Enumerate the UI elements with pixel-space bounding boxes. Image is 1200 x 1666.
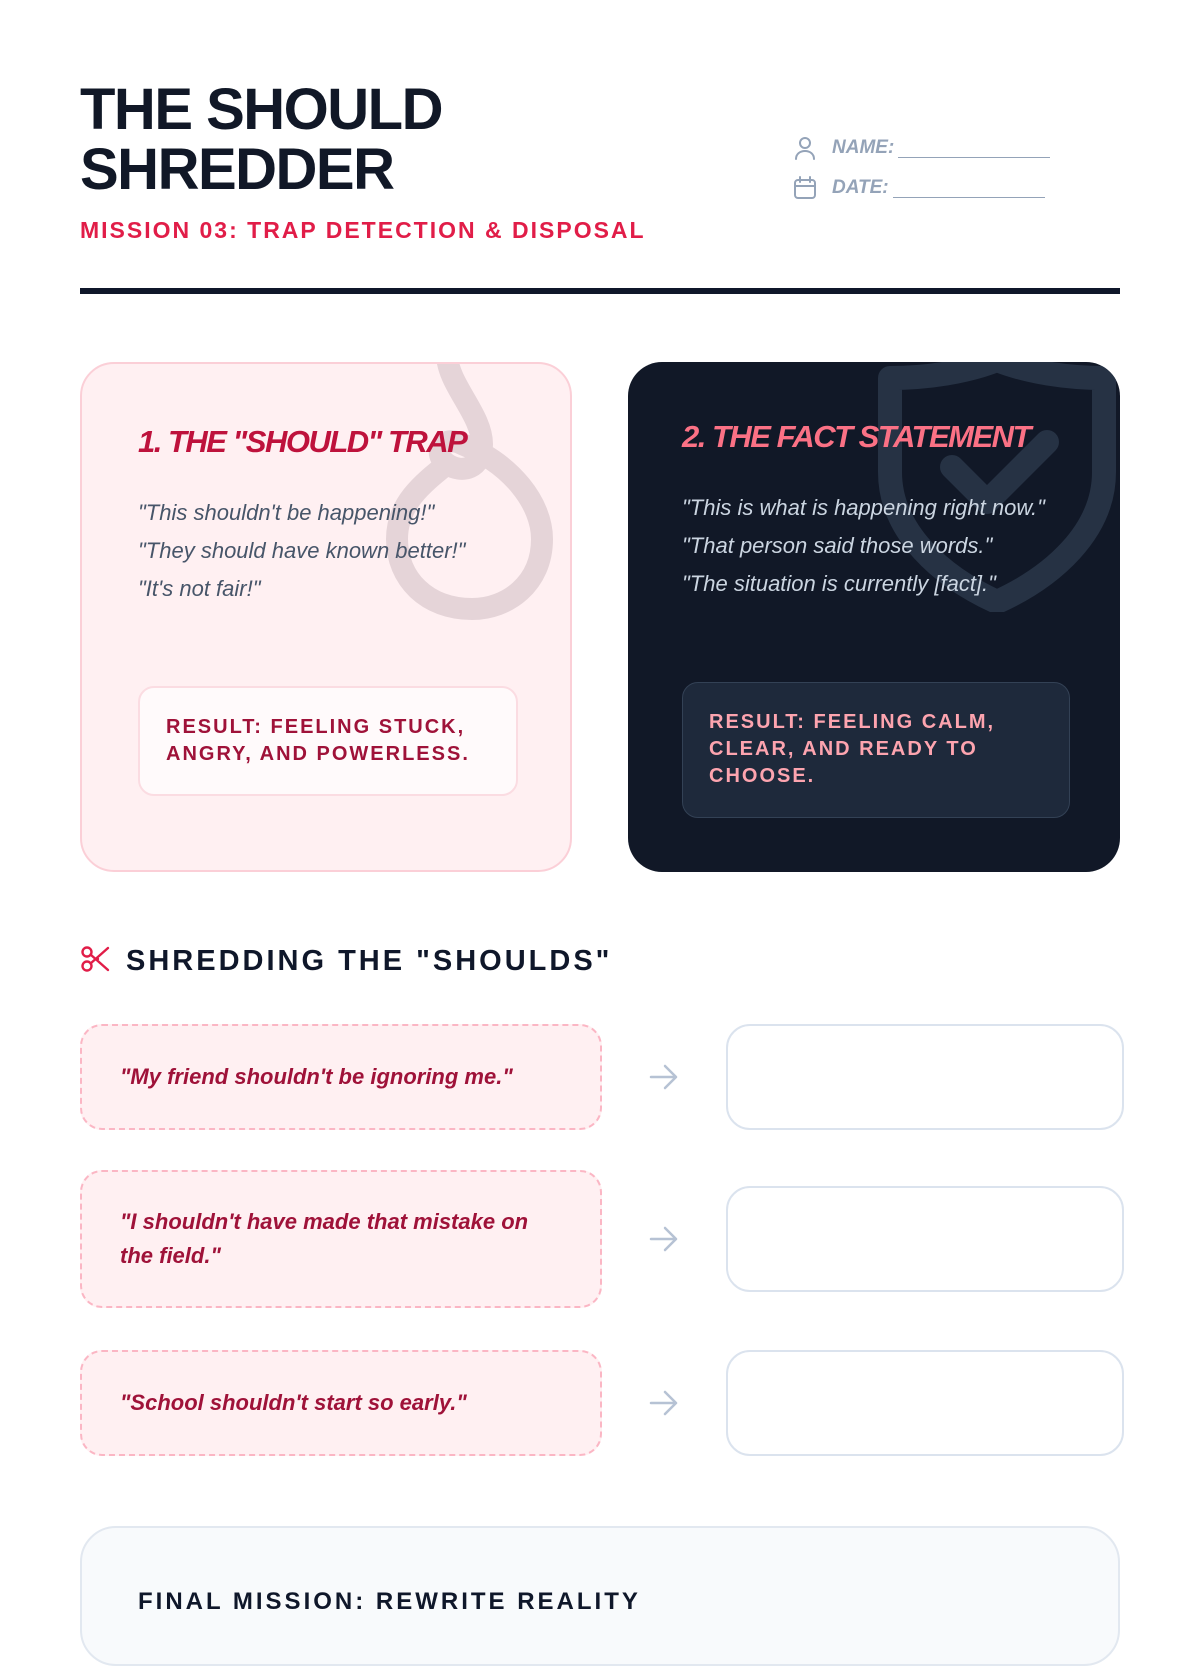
scissors-icon <box>80 944 110 979</box>
fact-answer-input[interactable] <box>726 1186 1124 1292</box>
should-trap-card <box>80 362 572 872</box>
fact-answer-input[interactable] <box>726 1350 1124 1456</box>
fact-quote: "The situation is currently [fact]." <box>682 571 996 596</box>
should-statement: "School shouldn't start so early." <box>80 1350 602 1456</box>
fact-statement-card <box>628 362 1120 872</box>
worksheet-page <box>80 0 1120 1615</box>
title-line-1: THE SHOULD <box>80 77 442 142</box>
shredding-section-header <box>80 944 612 979</box>
section-title: SHREDDING THE "SHOULDS" <box>126 945 613 977</box>
should-statement: "My friend shouldn't be ignoring me." <box>80 1024 602 1130</box>
user-icon <box>792 135 818 161</box>
student-info <box>792 128 1122 208</box>
fact-answer-input[interactable] <box>726 1024 1124 1130</box>
date-row <box>792 168 1122 208</box>
arrow-right-icon <box>646 1059 682 1095</box>
date-field[interactable] <box>893 179 1045 198</box>
trap-quotes <box>138 494 518 608</box>
trap-card-title: 1. THE "SHOULD" TRAP <box>138 424 467 459</box>
trap-quote: "They should have known better!" <box>138 538 466 563</box>
page-title <box>80 77 442 202</box>
name-field[interactable] <box>898 139 1050 158</box>
should-statement: "I shouldn't have made that mistake on the field." <box>80 1170 602 1308</box>
final-mission-panel <box>80 1526 1120 1666</box>
date-label: DATE: <box>832 177 889 198</box>
final-mission-title: FINAL MISSION: REWRITE REALITY <box>138 1588 641 1615</box>
trap-quote: "It's not fair!" <box>138 576 261 601</box>
fact-card-title: 2. THE FACT STATEMENT <box>682 419 1030 454</box>
mission-subtitle: MISSION 03: TRAP DETECTION & DISPOSAL <box>80 217 646 243</box>
fact-quote: "This is what is happening right now." <box>682 495 1045 520</box>
fact-result: RESULT: FEELING CALM, CLEAR, AND READY TO CHOOSE. <box>682 682 1070 818</box>
name-row <box>792 128 1122 168</box>
name-label: NAME: <box>832 137 895 158</box>
fact-quote: "That person said those words." <box>682 533 993 558</box>
calendar-icon <box>792 175 818 201</box>
title-line-2: SHREDDER <box>80 137 394 202</box>
header-divider <box>80 288 1120 294</box>
trap-result: RESULT: FEELING STUCK, ANGRY, AND POWERLESS. <box>138 686 518 796</box>
fact-quotes <box>682 489 1074 603</box>
trap-quote: "This shouldn't be happening!" <box>138 500 435 525</box>
arrow-right-icon <box>646 1385 682 1421</box>
arrow-right-icon <box>646 1221 682 1257</box>
